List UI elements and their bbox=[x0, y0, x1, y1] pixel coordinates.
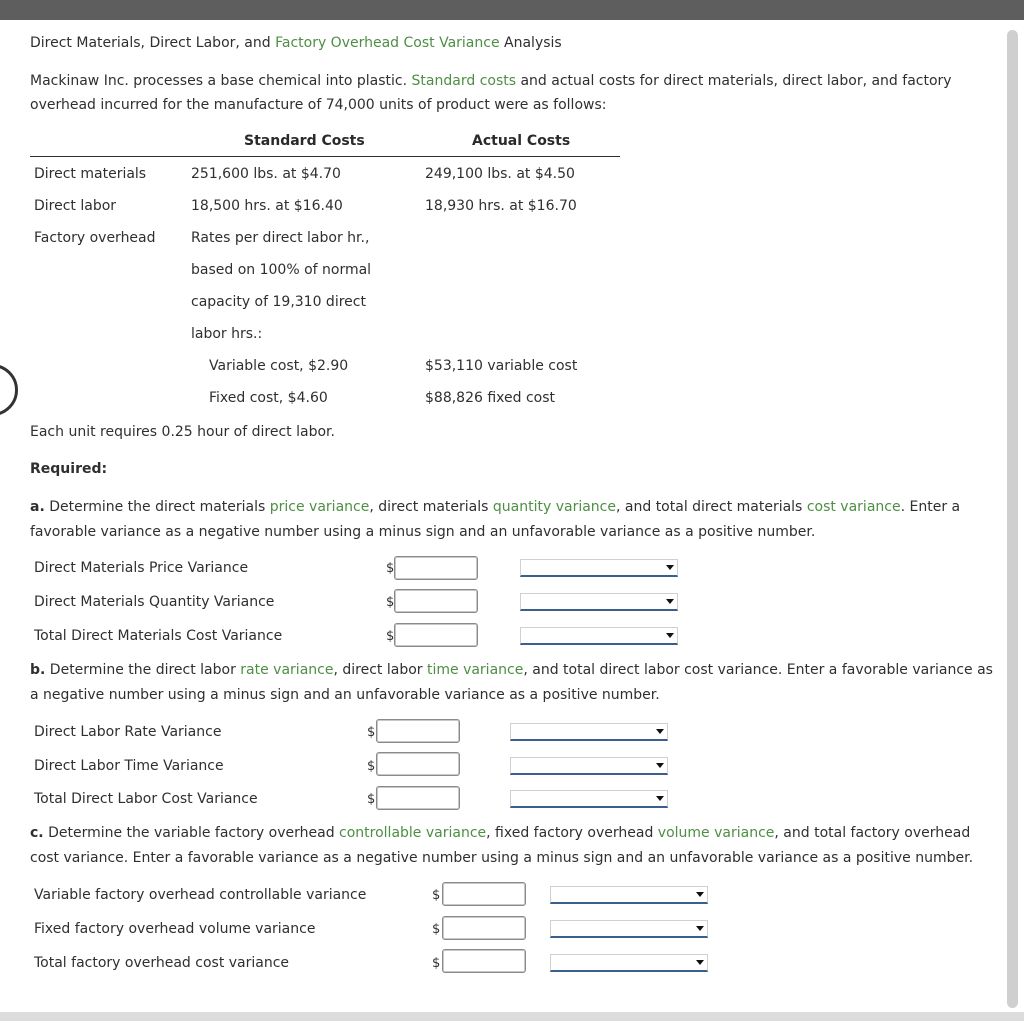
row-label-direct-labor: Direct labor bbox=[34, 198, 117, 214]
currency-symbol: $ bbox=[386, 561, 395, 576]
currency-symbol: $ bbox=[367, 792, 376, 807]
row-label-factory-overhead: Factory overhead bbox=[34, 230, 156, 246]
dl-time-variance-select[interactable] bbox=[510, 757, 668, 775]
actual-direct-materials: 249,100 lbs. at $4.50 bbox=[425, 166, 575, 182]
standard-fixed-cost: Fixed cost, $4.60 bbox=[209, 390, 328, 406]
standard-costs-link[interactable]: Standard costs bbox=[411, 73, 517, 89]
variable-fo-controllable-variance-select[interactable] bbox=[550, 886, 708, 904]
quantity-variance-link[interactable]: quantity variance bbox=[492, 499, 616, 515]
dl-time-variance-input[interactable] bbox=[376, 752, 460, 776]
variable-fo-controllable-variance-input[interactable] bbox=[442, 882, 526, 906]
dropdown-arrow-icon bbox=[656, 763, 664, 768]
header-standard-costs: Standard Costs bbox=[244, 133, 365, 149]
dropdown-arrow-icon bbox=[696, 926, 704, 931]
label-variable-fo-controllable-variance: Variable factory overhead controllable variance bbox=[34, 887, 367, 903]
standard-direct-materials: 251,600 lbs. at $4.70 bbox=[191, 166, 341, 182]
fixed-fo-volume-variance-select[interactable] bbox=[550, 920, 708, 938]
dropdown-arrow-icon bbox=[696, 960, 704, 965]
label-fixed-fo-volume-variance: Fixed factory overhead volume variance bbox=[34, 921, 316, 937]
total-fo-cost-variance-input[interactable] bbox=[442, 949, 526, 973]
dropdown-arrow-icon bbox=[656, 729, 664, 734]
dm-price-variance-input[interactable] bbox=[394, 556, 478, 580]
total-dl-cost-variance-input[interactable] bbox=[376, 786, 460, 810]
currency-symbol: $ bbox=[367, 725, 376, 740]
dm-price-variance-select[interactable] bbox=[520, 559, 678, 577]
dm-quantity-variance-input[interactable] bbox=[394, 589, 478, 613]
header-actual-costs: Actual Costs bbox=[472, 133, 571, 149]
overhead-rate-line-1: Rates per direct labor hr., bbox=[191, 230, 370, 246]
dropdown-arrow-icon bbox=[696, 892, 704, 897]
standard-direct-labor: 18,500 hrs. at $16.40 bbox=[191, 198, 343, 214]
label-dm-price-variance: Direct Materials Price Variance bbox=[34, 560, 249, 576]
dropdown-arrow-icon bbox=[666, 633, 674, 638]
each-unit-note: Each unit requires 0.25 hour of direct labor. bbox=[30, 424, 335, 440]
label-total-dl-cost-variance: Total Direct Labor Cost Variance bbox=[34, 791, 258, 807]
actual-direct-labor: 18,930 hrs. at $16.70 bbox=[425, 198, 577, 214]
overhead-rate-line-4: labor hrs.: bbox=[191, 326, 263, 342]
label-dl-time-variance: Direct Labor Time Variance bbox=[34, 758, 224, 774]
total-dl-cost-variance-select[interactable] bbox=[510, 790, 668, 808]
dropdown-arrow-icon bbox=[666, 599, 674, 604]
dropdown-arrow-icon bbox=[656, 796, 664, 801]
partial-circle-icon bbox=[0, 364, 18, 416]
page-title: Direct Materials, Direct Labor, and Factory Overhead Cost Variance Analysis bbox=[30, 35, 562, 51]
factory-overhead-cost-variance-link[interactable]: Factory Overhead Cost Variance bbox=[275, 35, 500, 51]
table-header-divider bbox=[30, 156, 620, 157]
total-dm-cost-variance-input[interactable] bbox=[394, 623, 478, 647]
rate-variance-link[interactable]: rate variance bbox=[240, 662, 334, 678]
part-c-instructions: c. Determine the variable factory overhead controllable variance, fixed factory overhead volume variance, and total factory overhead cost variance. Enter a favorable variance as a negative number using a minus sign and an unfavorable variance as a positive number. bbox=[30, 825, 974, 866]
price-variance-link[interactable]: price variance bbox=[269, 499, 370, 515]
overhead-rate-line-3: capacity of 19,310 direct bbox=[191, 294, 366, 310]
fixed-fo-volume-variance-input[interactable] bbox=[442, 916, 526, 940]
total-fo-cost-variance-select[interactable] bbox=[550, 954, 708, 972]
overhead-rate-line-2: based on 100% of normal bbox=[191, 262, 372, 278]
volume-variance-link[interactable]: volume variance bbox=[657, 825, 775, 841]
currency-symbol: $ bbox=[386, 629, 395, 644]
part-b-instructions: b. Determine the direct labor rate variance, direct labor time variance, and total direct labor cost variance. Enter a favorable variance as a negative number using a minus sign and an unfavorable variance as a positive number. bbox=[30, 662, 993, 703]
controllable-variance-link[interactable]: controllable variance bbox=[339, 825, 487, 841]
cost-variance-link[interactable]: cost variance bbox=[806, 499, 901, 515]
part-a-instructions: a. Determine the direct materials price variance, direct materials quantity variance, and total direct materials cost variance. Enter a favorable variance as a negative number using a minus sign and an unfavorable variance as a positive number. bbox=[30, 499, 961, 540]
label-total-fo-cost-variance: Total factory overhead cost variance bbox=[34, 955, 290, 971]
currency-symbol: $ bbox=[386, 595, 395, 610]
bottom-scroll-area bbox=[0, 1012, 1024, 1021]
required-heading: Required: bbox=[30, 461, 108, 477]
label-total-dm-cost-variance: Total Direct Materials Cost Variance bbox=[34, 628, 283, 644]
time-variance-link[interactable]: time variance bbox=[426, 662, 524, 678]
currency-symbol: $ bbox=[432, 888, 441, 903]
dropdown-arrow-icon bbox=[666, 565, 674, 570]
standard-variable-cost: Variable cost, $2.90 bbox=[209, 358, 349, 374]
dl-rate-variance-input[interactable] bbox=[376, 719, 460, 743]
label-dl-rate-variance: Direct Labor Rate Variance bbox=[34, 724, 222, 740]
label-dm-quantity-variance: Direct Materials Quantity Variance bbox=[34, 594, 275, 610]
vertical-scrollbar[interactable] bbox=[1007, 30, 1018, 1008]
total-dm-cost-variance-select[interactable] bbox=[520, 627, 678, 645]
intro-paragraph: Mackinaw Inc. processes a base chemical into plastic. Standard costs and actual costs for direct materials, direct labor, and factory overhead incurred for the manufacture of 74,000 units of product were as follows: bbox=[30, 73, 952, 113]
currency-symbol: $ bbox=[367, 759, 376, 774]
row-label-direct-materials: Direct materials bbox=[34, 166, 147, 182]
actual-variable-cost: $53,110 variable cost bbox=[425, 358, 578, 374]
actual-fixed-cost: $88,826 fixed cost bbox=[425, 390, 556, 406]
dm-quantity-variance-select[interactable] bbox=[520, 593, 678, 611]
dl-rate-variance-select[interactable] bbox=[510, 723, 668, 741]
browser-top-bar bbox=[0, 0, 1024, 20]
currency-symbol: $ bbox=[432, 956, 441, 971]
currency-symbol: $ bbox=[432, 922, 441, 937]
